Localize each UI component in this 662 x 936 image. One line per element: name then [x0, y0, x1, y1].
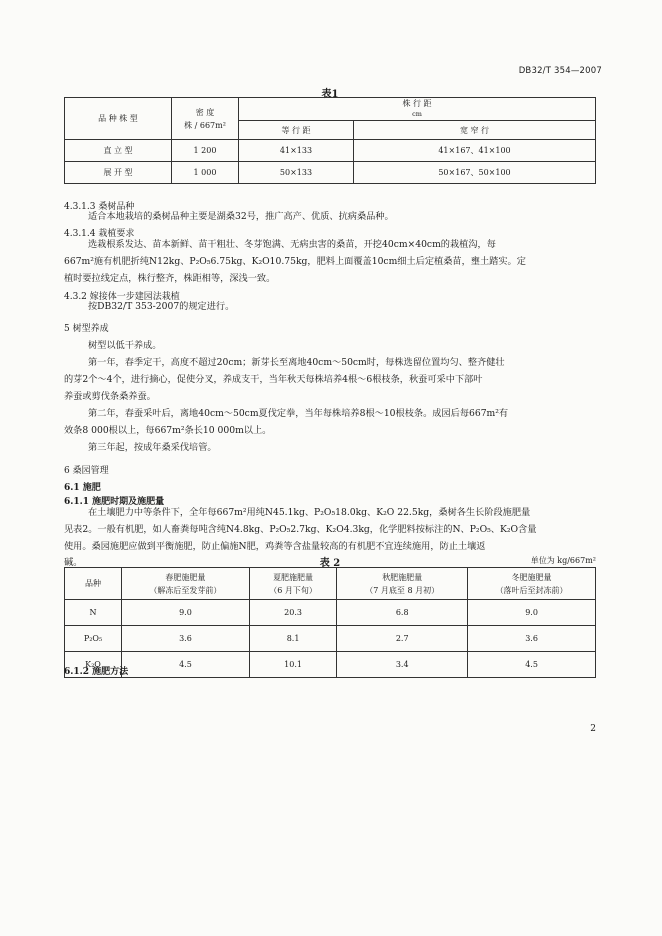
header-wide-narrow: 宽 窄 行: [354, 121, 596, 140]
table2-unit: 单位为 kg/667m²: [530, 556, 596, 565]
fertilizer-table: [64, 567, 596, 678]
header-cell: 品种: [65, 568, 122, 600]
cell: K₂O: [65, 652, 122, 678]
header-cell: [337, 568, 468, 600]
cell: 展 开 型: [65, 162, 172, 184]
section-6-1-title: 6.1 施肥: [64, 483, 101, 493]
header-variety: 品 种 株 型: [65, 98, 172, 140]
table-row: [65, 652, 596, 678]
paragraph: 的芽2个～4个，进行摘心，促使分叉，养成支干，当年秋天每株培养4根～6根枝条，秋蚕可采中下部叶: [64, 374, 483, 385]
table-row: [65, 162, 596, 184]
header-spacing-unit: cm: [412, 110, 422, 118]
header-density: [172, 98, 239, 140]
planting-density-table: [64, 97, 596, 184]
cell: 10.1: [249, 652, 336, 678]
table-row: [65, 600, 596, 626]
paragraph: 树型以低干养成。: [88, 340, 162, 351]
cell: 50×133: [239, 162, 354, 184]
paragraph: 效条8 000根以上，每667m²条长10 000m以上。: [64, 425, 272, 436]
table1-caption: 表1: [321, 89, 339, 100]
cell: P₂O₅: [65, 626, 122, 652]
cell: 3.6: [468, 626, 596, 652]
section-5-title: 5 树型养成: [64, 324, 109, 334]
cell: 1 200: [172, 140, 239, 162]
cell: 4.5: [468, 652, 596, 678]
table-row: [65, 626, 596, 652]
cell: 6.8: [337, 600, 468, 626]
cell: 50×167、50×100: [354, 162, 596, 184]
table-header-row: [65, 568, 596, 600]
section-6-title: 6 桑园管理: [64, 466, 109, 476]
page-number: 2: [590, 724, 596, 734]
header-density-line1: 密 度: [195, 107, 215, 117]
standard-code-header: DB32/T 354—2007: [518, 66, 602, 76]
header-cell: [468, 568, 596, 600]
paragraph: 选栽根系发达、苗本新鲜、苗干粗壮、冬芽饱满、无病虫害的桑苗，开挖40cm×40cm的栽植沟，每: [88, 239, 496, 250]
header-sub: （7 月底至 8 月初）: [365, 585, 440, 595]
paragraph: 第三年起，按成年桑采伐培管。: [88, 442, 217, 453]
paragraph: 使用。桑园施肥应做到平衡施肥，防止偏施N肥，鸡粪等含盐量较高的有机肥不宜连续施用，防止土壤返: [64, 541, 486, 552]
header-main: 夏肥施肥量: [273, 572, 314, 582]
header-cell: [122, 568, 250, 600]
cell: 直 立 型: [65, 140, 172, 162]
cell: 8.1: [249, 626, 336, 652]
cell: 3.6: [122, 626, 250, 652]
cell: 9.0: [122, 600, 250, 626]
section-4-3-2-title: 4.3.2 嫁接体一步建园法栽植: [64, 292, 180, 302]
section-4-3-1-3-title: 4.3.1.3 桑树品种: [64, 202, 135, 212]
paragraph: 667m²施有机肥折纯N12kg、P₂O₅6.75kg、K₂O10.75kg，肥料上面覆盖10cm细土后定植桑苗，壅土踏实。定: [64, 256, 526, 267]
cell: 20.3: [249, 600, 336, 626]
header-spacing-label: 株 行 距: [402, 99, 432, 108]
paragraph: 第一年，春季定干，高度不超过20cm；新芽长至离地40cm～50cm时，每株选留位置均匀、整齐健壮: [88, 357, 505, 368]
paragraph: 见表2。一般有机肥，如人畜粪每吨含纯N4.8kg、P₂O₅2.7kg、K₂O4.3kg，化学肥料按标注的N、P₂O₅、K₂O含量: [64, 524, 537, 535]
paragraph: 在土壤肥力中等条件下，全年每667m²用纯N45.1kg、P₂O₅18.0kg、K₂O 22.5kg，桑树各生长阶段施肥量: [88, 507, 531, 518]
section-6-1-1-title: 6.1.1 施肥时期及施肥量: [64, 497, 165, 507]
paragraph: 植时要拉线定点，株行整齐，株距相等，深浅一致。: [64, 273, 276, 284]
header-main: 春肥施肥量: [165, 572, 206, 582]
cell: N: [65, 600, 122, 626]
paragraph: 第二年，春蚕采叶后，离地40cm～50cm夏伐定拳，当年每株培养8根～10根枝条。成园后每667m²有: [88, 408, 509, 419]
cell: 41×167、41×100: [354, 140, 596, 162]
header-main: 秋肥施肥量: [382, 572, 423, 582]
section-6-1-2-title: 6.1.2 施肥方法: [64, 667, 129, 677]
cell: 9.0: [468, 600, 596, 626]
paragraph: 按DB32/T 353-2007的规定进行。: [88, 301, 235, 312]
header-density-line2: 株 / 667m²: [184, 120, 226, 130]
header-sub: （解冻后至发芽前）: [149, 585, 222, 595]
table-row: [65, 140, 596, 162]
cell: 3.4: [337, 652, 468, 678]
header-cell: [249, 568, 336, 600]
cell: 41×133: [239, 140, 354, 162]
header-main: 冬肥施肥量: [511, 572, 552, 582]
header-equal-spacing: 等 行 距: [239, 121, 354, 140]
cell: 1 000: [172, 162, 239, 184]
header-spacing: [239, 98, 596, 121]
cell: 4.5: [122, 652, 250, 678]
table2-caption: 表 2: [319, 558, 341, 569]
paragraph: 碱。: [64, 557, 83, 568]
header-sub: （落叶后至封冻前）: [495, 585, 568, 595]
cell: 2.7: [337, 626, 468, 652]
paragraph: 适合本地栽培的桑树品种主要是湖桑32号，推广高产、优质、抗病桑品种。: [88, 211, 394, 222]
paragraph: 养蚕或剪伐条桑养蚕。: [64, 391, 156, 402]
header-sub: （6 月下旬）: [269, 585, 317, 595]
section-4-3-1-4-title: 4.3.1.4 栽植要求: [64, 229, 135, 239]
